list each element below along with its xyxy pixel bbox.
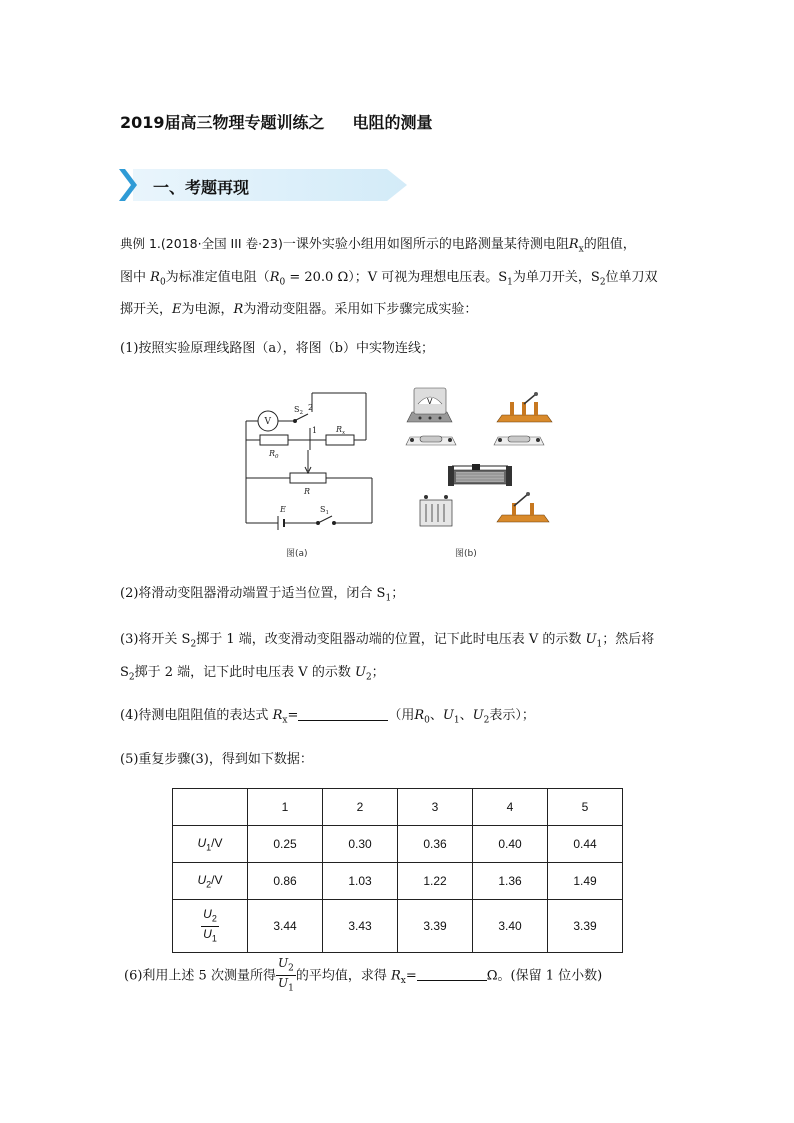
table-cell: 3.39: [398, 900, 473, 953]
rheostat-r: [290, 473, 326, 483]
example-line-3: 掷开关，E为电源，R为滑动变阻器。采用如下步骤完成实验：: [120, 302, 478, 318]
table-row-ratio: [173, 900, 623, 953]
title-left: 2019届高三物理专题训练之: [120, 113, 325, 132]
table-header-cell: 2: [323, 789, 398, 826]
row-label-u2: $U_2/V$: [173, 863, 248, 900]
table-header-cell: 5: [548, 789, 623, 826]
table-cell: 0.86: [248, 863, 323, 900]
table-cell: 0.36: [398, 826, 473, 863]
label-r: R: [304, 487, 311, 496]
table-cell: 0.25: [248, 826, 323, 863]
table-cell: 3.40: [473, 900, 548, 953]
resistor-r0: [260, 435, 288, 445]
step-4: (4)待测电阻阻值的表达式 $R_x=$ （用$R_0$、$U_1$、$U_2$表示）；: [120, 708, 535, 726]
svg-text:V: V: [427, 397, 433, 406]
rheostat-device-icon: [448, 464, 512, 486]
label-pos2: 2: [308, 403, 314, 412]
example-line-2: 图中 $R_0$为标准定值电阻（$R_0 = 20.0$ Ω）；V 可视为理想电压表。$S_1$为单刀开关，$S_2$位单刀双: [120, 269, 658, 288]
caption-figure-a: 图(a): [286, 549, 308, 559]
resistor-device-icon-2: [494, 436, 544, 445]
step-2: (2)将滑动变阻器滑动端置于适当位置，闭合 $S_1$；: [120, 586, 405, 604]
step-1: (1)按照实验原理线路图（a），将图（b）中实物连线；: [120, 341, 434, 356]
label-pos1: 1: [312, 426, 318, 435]
table-cell: 3.43: [323, 900, 398, 953]
example-paragraph: [120, 230, 680, 324]
row-label-ratio: $\frac{U_2}{U_1}$: [173, 900, 248, 953]
table-row-u1: [173, 826, 623, 863]
table-cell: 1.22: [398, 863, 473, 900]
answer-blank-rx-value[interactable]: [417, 966, 487, 981]
double-throw-switch-icon: [497, 392, 552, 422]
page-title: [120, 110, 433, 133]
example-line-1: 典例 1.(2018·全国 III 卷·23)一课外实验小组用如图所示的电路测量某待测电阻$R_x$的阻值，: [120, 236, 636, 255]
circuit-diagram-a: [238, 388, 378, 533]
answer-blank-rx-expression[interactable]: [298, 706, 388, 721]
caption-figure-b: 图(b): [455, 549, 477, 559]
data-table: [172, 788, 623, 953]
table-cell: 1.49: [548, 863, 623, 900]
label-r0: $R_0$: [269, 449, 279, 460]
section-label: 一、考题再现: [153, 178, 250, 197]
label-s1: $S_1$: [320, 505, 329, 516]
step-5: (5)重复步骤(3)，得到如下数据：: [120, 752, 313, 767]
row-label-u1: $U_1/V$: [173, 826, 248, 863]
table-header-cell: 3: [398, 789, 473, 826]
section-banner: [119, 168, 409, 202]
table-cell: 0.30: [323, 826, 398, 863]
battery-device-icon: [420, 495, 452, 526]
single-throw-switch-icon: [497, 492, 549, 522]
table-header-cell: 1: [248, 789, 323, 826]
apparatus-figure-b: [402, 382, 557, 532]
table-header-row: [173, 789, 623, 826]
label-e: E: [280, 505, 286, 514]
table-header-cell: [173, 789, 248, 826]
label-v: V: [264, 417, 271, 427]
table-cell: 0.44: [548, 826, 623, 863]
step-6: (6)利用上述 5 次测量所得 $\frac{U_2}{U_1}$ 的平均值，求得 $R_x= \Omega$。(保留 1 位小数): [124, 956, 603, 994]
voltmeter-device-icon: [407, 388, 452, 422]
table-row-u2: [173, 863, 623, 900]
table-header-cell: 4: [473, 789, 548, 826]
table-cell: 3.39: [548, 900, 623, 953]
table-cell: 0.40: [473, 826, 548, 863]
table-cell: 3.44: [248, 900, 323, 953]
label-rx: $R_x$: [336, 425, 346, 436]
label-s2: $S_2$: [294, 405, 303, 416]
table-cell: 1.36: [473, 863, 548, 900]
resistor-rx: [326, 435, 354, 445]
example-source: (2018·全国 III 卷·23): [160, 236, 283, 251]
resistor-device-icon-1: [406, 436, 456, 445]
step-3: (3)将开关 $S_2$掷于 1 端，改变滑动变阻器动端的位置，记下此时电压表 V 的示数 $U_1$；然后将 $S_2$掷于 2 端，记下此时电压表 V 的示数 $U_2$；: [120, 632, 655, 683]
title-right: 电阻的测量: [352, 113, 433, 132]
table-cell: 1.03: [323, 863, 398, 900]
example-tag: 典例 1.: [120, 236, 161, 251]
